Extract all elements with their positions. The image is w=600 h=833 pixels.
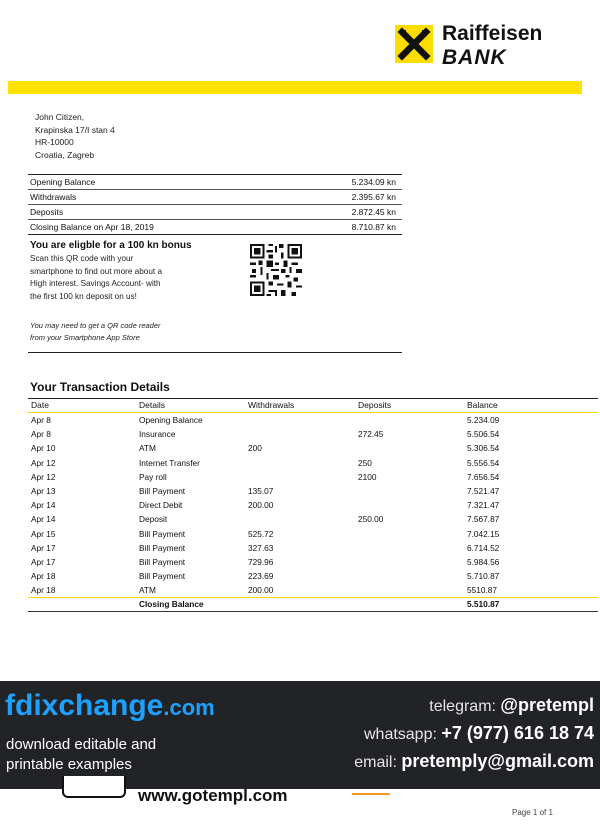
row-details: Opening Balance (139, 415, 203, 425)
row-details: ATM (139, 443, 156, 454)
summary-label: Withdrawals (30, 192, 77, 202)
table-row (28, 569, 598, 583)
row-details: Bill Payment (139, 556, 186, 567)
customer-city: Croatia, Zagreb (35, 149, 95, 160)
closing-balance: 5.510.87 (467, 599, 500, 610)
telegram-contact (429, 695, 594, 716)
row-balance: 7.042.15 (467, 528, 500, 539)
row-date: Apr 12 (31, 471, 56, 482)
column-header-details: Details (139, 400, 165, 410)
bank-label: BANK (442, 46, 507, 69)
row-details: Bill Payment (139, 528, 186, 539)
column-header-withdrawals: Withdrawals (248, 400, 295, 410)
row-withdrawal: 135.07 (248, 485, 274, 496)
raiffeisen-cross-icon (395, 25, 433, 63)
column-header-date: Date (31, 400, 49, 410)
decorative-shape (62, 776, 126, 798)
table-row (28, 512, 598, 526)
summary-row (28, 175, 402, 190)
summary-row (28, 220, 402, 235)
table-body (28, 413, 598, 597)
closing-label: Closing Balance (139, 599, 204, 610)
summary-row (28, 205, 402, 220)
transactions-table (28, 398, 598, 612)
summary-value: 8.710.87 kn (351, 222, 396, 232)
row-withdrawal: 525.72 (248, 528, 274, 539)
row-details: Bill Payment (139, 571, 186, 582)
whatsapp-value: +7 (977) 616 18 74 (441, 723, 594, 743)
bonus-note (30, 320, 225, 343)
row-date: Apr 13 (31, 485, 56, 496)
row-date: Apr 15 (31, 528, 56, 539)
column-header-balance: Balance (467, 400, 498, 410)
whatsapp-contact (364, 723, 594, 744)
qr-code-icon (250, 244, 302, 296)
column-header-deposits: Deposits (358, 400, 392, 410)
row-withdrawal: 200 (248, 443, 262, 454)
row-date: Apr 10 (31, 443, 56, 454)
row-date: Apr 8 (31, 429, 51, 440)
row-date: Apr 18 (31, 585, 56, 596)
bonus-note-line: from your Smartphone App Store (30, 332, 140, 342)
bank-name: Raiffeisen (442, 22, 543, 45)
watermark-site: www.gotempl.com (138, 786, 288, 805)
row-withdrawal: 200.00 (248, 585, 274, 596)
customer-postcode: HR-10000 (35, 137, 74, 147)
bonus-title: You are eligble for a 100 kn bonus (30, 240, 192, 251)
row-withdrawal: 200.00 (248, 500, 274, 511)
bonus-note-line: You may need to get a QR code reader (30, 321, 161, 330)
watermark-tagline-line: printable examples (6, 756, 132, 773)
row-withdrawal: 729.96 (248, 556, 274, 567)
row-details: ATM (139, 585, 156, 596)
header-yellow-bar (8, 81, 582, 94)
watermark-brand (5, 689, 215, 725)
row-details: Pay roll (139, 471, 167, 482)
row-details: Bill Payment (139, 485, 186, 496)
row-date: Apr 18 (31, 571, 56, 582)
row-date: Apr 12 (31, 457, 56, 468)
watermark-tagline-line: download editable and (6, 736, 157, 753)
table-row (28, 583, 598, 597)
row-details: Internet Transfer (139, 457, 200, 468)
telegram-value: @pretempl (500, 695, 594, 715)
table-row (28, 441, 598, 455)
watermark-banner (0, 681, 600, 789)
customer-street: Krapinska 17/I stan 4 (35, 124, 115, 135)
row-balance: 5.710.87 (467, 571, 500, 582)
page-number: Page 1 of 1 (512, 808, 553, 817)
telegram-label: telegram: (429, 698, 496, 715)
table-row (28, 413, 598, 427)
transactions-title: Your Transaction Details (30, 380, 170, 394)
watermark-brand-name: fdixchange (5, 689, 164, 722)
summary-label: Deposits (30, 207, 64, 217)
email-value: pretemply@gmail.com (401, 751, 594, 771)
table-row (28, 555, 598, 569)
row-balance: 5.556.54 (467, 457, 500, 468)
row-balance: 5.306.54 (467, 443, 500, 454)
summary-value: 5.234.09 kn (351, 177, 396, 187)
email-contact (354, 751, 594, 772)
row-withdrawal: 223.69 (248, 571, 274, 582)
bonus-line: Scan this QR code with your (30, 254, 134, 263)
row-details: Deposit (139, 514, 168, 525)
row-date: Apr 17 (31, 556, 56, 567)
watermark-brand-suffix: .com (163, 695, 215, 720)
summary-row (28, 190, 402, 205)
row-deposit: 250.00 (358, 514, 384, 525)
summary-value: 2.395.67 kn (351, 192, 396, 202)
row-date: Apr 14 (31, 514, 56, 525)
row-balance: 5510.87 (467, 585, 497, 596)
row-withdrawal: 327.63 (248, 542, 274, 553)
table-row (28, 541, 598, 555)
row-date: Apr 8 (31, 415, 51, 425)
row-balance: 6.714.52 (467, 542, 500, 553)
table-row (28, 498, 598, 512)
customer-address (35, 111, 115, 161)
bonus-line: High interest. Savings Account- with (30, 279, 161, 288)
customer-name: John Citizen, (35, 112, 85, 122)
row-balance: 7.656.54 (467, 471, 500, 482)
row-balance: 7.567.87 (467, 514, 500, 525)
row-deposit: 2100 (358, 471, 377, 482)
row-details: Insurance (139, 429, 176, 440)
row-deposit: 250 (358, 457, 372, 468)
watermark-tagline (6, 735, 156, 775)
bonus-promo (28, 238, 402, 353)
closing-balance-row (28, 597, 598, 612)
row-details: Bill Payment (139, 542, 186, 553)
row-date: Apr 17 (31, 542, 56, 553)
row-details: Direct Debit (139, 500, 183, 511)
email-label: email: (354, 754, 397, 771)
row-balance: 7.521.47 (467, 485, 500, 496)
row-deposit: 272.45 (358, 429, 384, 440)
row-balance: 5.506.54 (467, 429, 500, 440)
bonus-line: the first 100 kn deposit on us! (30, 291, 137, 301)
bonus-text (30, 253, 225, 303)
bank-logo (395, 22, 570, 70)
table-row (28, 527, 598, 541)
bonus-line: smartphone to find out more about a (30, 266, 162, 276)
row-date: Apr 14 (31, 500, 56, 511)
decorative-line (352, 785, 390, 795)
summary-label: Opening Balance (30, 177, 96, 187)
table-header (28, 398, 598, 413)
table-row (28, 484, 598, 498)
table-row (28, 470, 598, 484)
row-balance: 5.984.56 (467, 556, 500, 567)
table-row (28, 456, 598, 470)
table-row (28, 427, 598, 441)
row-balance: 5.234.09 (467, 415, 500, 425)
account-summary (28, 174, 402, 235)
whatsapp-label: whatsapp: (363, 726, 437, 743)
row-balance: 7.321.47 (467, 500, 500, 511)
summary-value: 2.872.45 kn (351, 207, 396, 217)
summary-label: Closing Balance on Apr 18, 2019 (30, 222, 154, 232)
